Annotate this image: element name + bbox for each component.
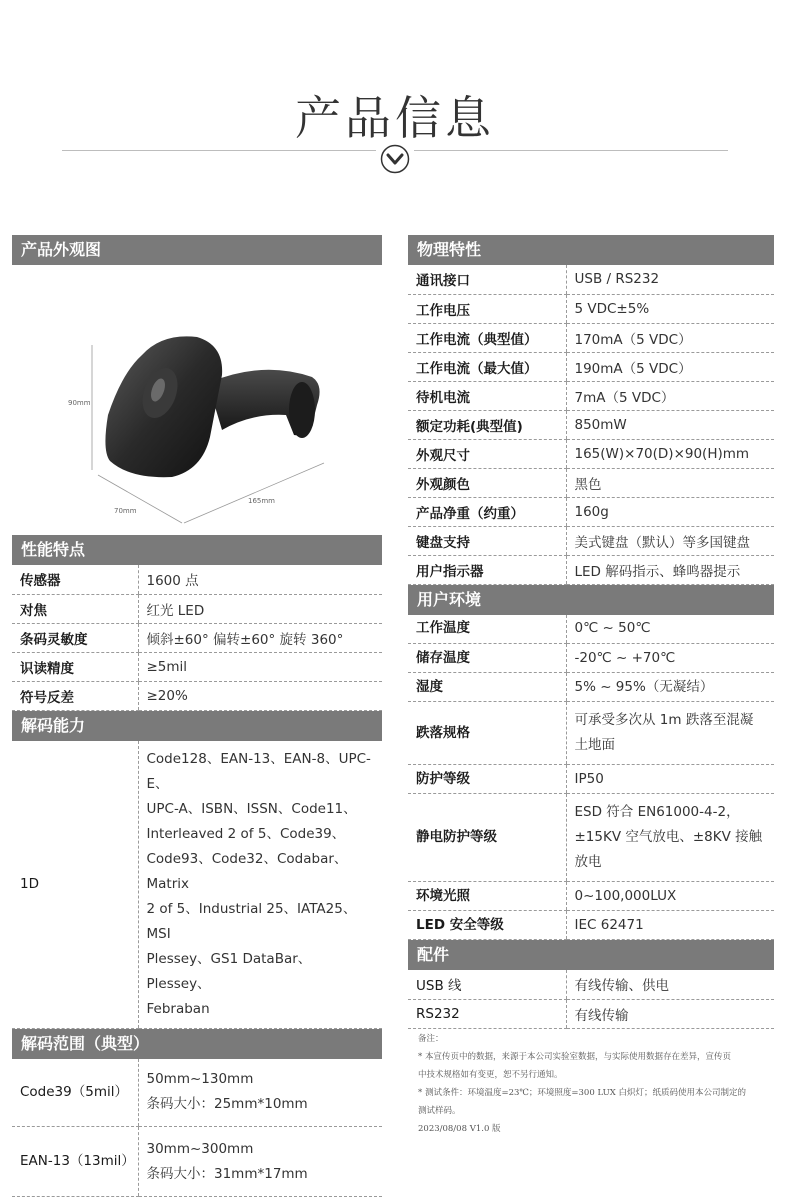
table-row	[408, 765, 774, 794]
spec-value: USB / RS232	[566, 265, 774, 294]
spec-key: 符号反差	[12, 681, 138, 710]
range-distance: 30mm~300mm	[146, 1140, 254, 1157]
spec-key: 工作电压	[408, 294, 566, 323]
spec-key: 待机电流	[408, 381, 566, 410]
spec-key: 额定功耗(典型值)	[408, 410, 566, 439]
spec-value: 160g	[566, 497, 774, 526]
symbology-line: Code128、EAN-13、EAN-8、UPC-E、	[146, 750, 371, 792]
note-line: * 本宣传页中的数据，来源于本公司实验室数据，与实际使用数据存在差异，宣传页	[418, 1052, 731, 1062]
spec-key: RS232	[408, 999, 566, 1028]
spec-key: 防护等级	[408, 765, 566, 794]
table-row	[408, 911, 774, 940]
table-row	[408, 644, 774, 673]
table-row	[408, 615, 774, 644]
spec-value: 红光 LED	[138, 594, 382, 623]
spec-value: 190mA（5 VDC）	[566, 352, 774, 381]
symbology-line: 2 of 5、Industrial 25、IATA25、MSI	[146, 900, 357, 942]
title-divider-left	[62, 150, 376, 151]
spec-value: 5 VDC±5%	[566, 294, 774, 323]
spec-key: 识读精度	[12, 652, 138, 681]
spec-key: 工作温度	[408, 615, 566, 644]
table-row	[12, 594, 382, 623]
chevron-down-icon	[380, 144, 410, 174]
table-row	[408, 381, 774, 410]
spec-key: 1D	[12, 741, 138, 1029]
table-row	[408, 497, 774, 526]
accessories-table	[408, 970, 774, 1029]
table-row	[408, 294, 774, 323]
table-row	[408, 673, 774, 702]
decode-table	[12, 741, 382, 1029]
spec-key: 传感器	[12, 565, 138, 594]
symbology-line: Febraban	[146, 1000, 210, 1017]
table-row	[408, 352, 774, 381]
spec-key: 工作电流（典型值）	[408, 323, 566, 352]
spec-value: IEC 62471	[566, 911, 774, 940]
environment-heading: 用户环境	[408, 585, 774, 615]
spec-value: 5% ~ 95%（无凝结）	[566, 673, 774, 702]
spec-key: 产品净重（约重）	[408, 497, 566, 526]
table-row	[12, 741, 382, 1029]
spec-value: ≥5mil	[138, 652, 382, 681]
spec-value: 850mW	[566, 410, 774, 439]
table-row	[408, 882, 774, 911]
table-row	[408, 323, 774, 352]
left-column	[12, 235, 382, 1197]
spec-value	[566, 794, 774, 882]
note-line: 中技术规格如有变更，恕不另行通知。	[418, 1070, 563, 1080]
table-row	[408, 410, 774, 439]
spec-key: 跌落规格	[408, 702, 566, 765]
spec-value	[566, 702, 774, 765]
spec-value-line: ±15KV 空气放电、±8KV 接触	[574, 829, 763, 845]
spec-value: 7mA（5 VDC）	[566, 381, 774, 410]
spec-key: 键盘支持	[408, 526, 566, 555]
spec-value: 0~100,000LUX	[566, 882, 774, 911]
table-row	[12, 1059, 382, 1127]
spec-key: 静电防护等级	[408, 794, 566, 882]
physical-heading: 物理特性	[408, 235, 774, 265]
spec-value: ≥20%	[138, 681, 382, 710]
spec-value: 有线传输、供电	[566, 970, 774, 999]
spec-value: 黑色	[566, 468, 774, 497]
table-row	[408, 265, 774, 294]
spec-value-line: 放电	[574, 854, 602, 870]
spec-value-line: 可承受多次从 1m 跌落至混凝	[574, 712, 754, 728]
spec-key: 湿度	[408, 673, 566, 702]
spec-value: LED 解码指示、蜂鸣器提示	[566, 555, 774, 584]
accessories-heading: 配件	[408, 940, 774, 970]
physical-table	[408, 265, 774, 585]
range-barcode-size: 条码大小：31mm*17mm	[146, 1165, 308, 1182]
table-row	[12, 1127, 382, 1197]
footnotes	[418, 1030, 768, 1138]
spec-value: -20℃ ~ +70℃	[566, 644, 774, 673]
table-row	[408, 526, 774, 555]
spec-key: EAN-13（13mil）	[12, 1127, 138, 1197]
spec-key: USB 线	[408, 970, 566, 999]
performance-heading: 性能特点	[12, 535, 382, 565]
title-divider-right	[414, 150, 728, 151]
spec-value: 有线传输	[566, 999, 774, 1028]
table-row	[12, 565, 382, 594]
spec-key: 储存温度	[408, 644, 566, 673]
spec-key: 对焦	[12, 594, 138, 623]
spec-key: 工作电流（最大值）	[408, 352, 566, 381]
spec-key: 环境光照	[408, 882, 566, 911]
dim-depth-label: 70mm	[114, 507, 137, 515]
environment-table	[408, 615, 774, 941]
spec-value: 165(W)×70(D)×90(H)mm	[566, 439, 774, 468]
notes-label: 备注：	[418, 1034, 444, 1044]
symbology-list	[138, 741, 382, 1029]
product-image	[12, 265, 382, 535]
table-row	[408, 555, 774, 584]
spec-key: Code39（5mil）	[12, 1059, 138, 1127]
spec-value: 170mA（5 VDC）	[566, 323, 774, 352]
table-row	[408, 439, 774, 468]
table-row	[408, 702, 774, 765]
range-barcode-size: 条码大小：25mm*10mm	[146, 1096, 308, 1113]
dim-length-label: 165mm	[248, 497, 275, 505]
page-title: 产品信息	[295, 91, 495, 145]
symbology-line: Code93、Code32、Codabar、Matrix	[146, 850, 348, 892]
spec-value: 0℃ ~ 50℃	[566, 615, 774, 644]
table-row	[12, 652, 382, 681]
version-date: 2023/08/08 V1.0 版	[418, 1124, 501, 1134]
range-heading: 解码范围（典型）	[12, 1029, 382, 1059]
spec-value: 倾斜±60° 偏转±60° 旋转 360°	[138, 623, 382, 652]
spec-key: 条码灵敏度	[12, 623, 138, 652]
range-distance: 50mm~130mm	[146, 1071, 254, 1088]
spec-value: 美式键盘（默认）等多国键盘	[566, 526, 774, 555]
spec-value-line: ESD 符合 EN61000-4-2，	[574, 804, 740, 820]
table-row	[12, 623, 382, 652]
table-row	[12, 681, 382, 710]
note-line: 测试样码。	[418, 1106, 461, 1116]
table-row	[408, 999, 774, 1028]
spec-value: 1600 点	[138, 565, 382, 594]
range-table	[12, 1059, 382, 1198]
performance-table	[12, 565, 382, 711]
spec-key: LED 安全等级	[408, 911, 566, 940]
decode-heading: 解码能力	[12, 711, 382, 741]
symbology-line: Interleaved 2 of 5、Code39、	[146, 825, 346, 842]
symbology-line: UPC-A、ISBN、ISSN、Code11、	[146, 800, 357, 817]
spec-value	[138, 1059, 382, 1127]
table-row	[408, 468, 774, 497]
spec-value: IP50	[566, 765, 774, 794]
right-column	[408, 235, 774, 1029]
table-row	[408, 970, 774, 999]
symbology-line: Plessey、GS1 DataBar、Plessey、	[146, 950, 312, 992]
barcode-scanner-image	[12, 265, 382, 535]
note-line: * 测试条件：环境温度=23℃；环境照度=300 LUX 白炽灯；纸质码使用本公司制定的	[418, 1088, 747, 1098]
spec-value	[138, 1127, 382, 1197]
spec-key: 通讯接口	[408, 265, 566, 294]
spec-key: 外观尺寸	[408, 439, 566, 468]
spec-key: 外观颜色	[408, 468, 566, 497]
appearance-heading: 产品外观图	[12, 235, 382, 265]
spec-key: 用户指示器	[408, 555, 566, 584]
table-row	[408, 794, 774, 882]
dim-height-label: 90mm	[68, 399, 91, 407]
spec-value-line: 土地面	[574, 737, 615, 753]
